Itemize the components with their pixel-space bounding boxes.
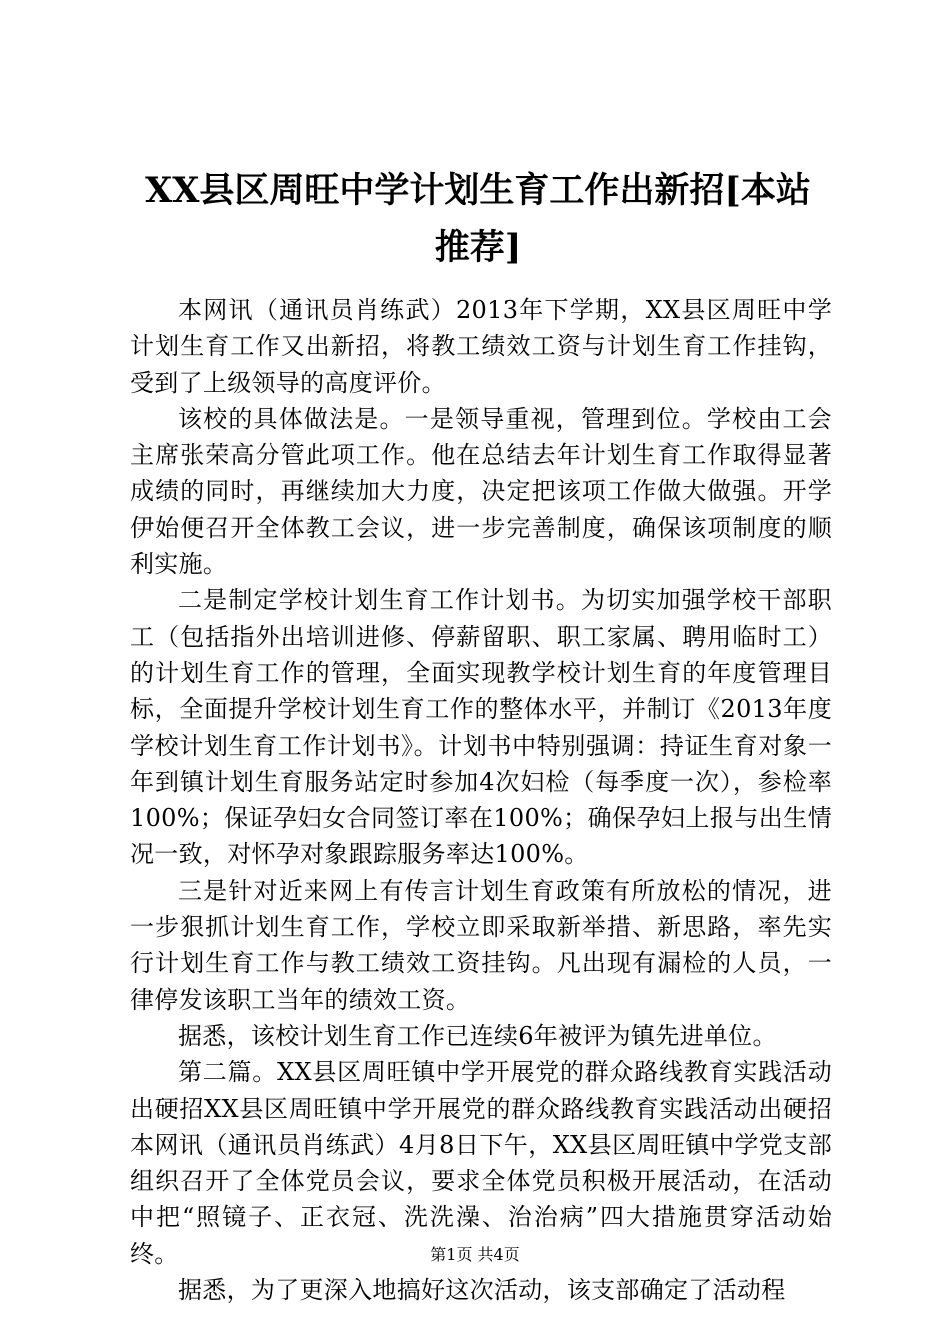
paragraph: 二是制定学校计划生育工作计划书。为切实加强学校干部职工（包括指外出培训进修、停薪留职、职工家属、聘用临时工）的计划生育工作的管理，全面实现教学校计划生育的年度管理目标，全面提升学校计划生育工作的整体水平，并制订《2013年度学校计划生育工作计划书》。计划书中特别强调：持证生育对象一年到镇计划生育服务站定时参加4次妇检（每季度一次），参检率100%；保证孕妇女合同签订率在100%；确保孕妇上报与出生情况一致，对怀孕对象跟踪服务率达100%。	[130, 586, 832, 869]
page-number-footer: 第1页 共4页	[430, 1245, 520, 1264]
paragraph: 据悉，该校计划生育工作已连续6年被评为镇先进单位。	[178, 1021, 777, 1050]
paragraph: 据悉，为了更深入地搞好这次活动，该支部确定了活动程	[178, 1276, 786, 1305]
document-title: XX县区周旺中学计划生育工作出新招[本站推荐]	[145, 170, 811, 268]
paragraph: 该校的具体做法是。一是领导重视，管理到位。学校由工会主席张荣高分管此项工作。他在总结去年计划生育工作取得显著成绩的同时，再继续加大力度，决定把该项工作做大做强。开学伊始便召开全体教工会议，进一步完善制度，确保该项制度的顺利实施。	[130, 404, 832, 579]
document-body	[130, 292, 832, 1308]
paragraph: 三是针对近来网上有传言计划生育政策有所放松的情况，进一步狠抓计划生育工作，学校立即采取新举措、新思路，率先实行计划生育工作与教工绩效工资挂钩。凡出现有漏检的人员，一律停发该职工当年的绩效工资。	[130, 876, 832, 1014]
paragraph: 本网讯（通讯员肖练武）2013年下学期，XX县区周旺中学计划生育工作又出新招，将教工绩效工资与计划生育工作挂钩，受到了上级领导的高度评价。	[130, 296, 832, 397]
paragraph: 第二篇。XX县区周旺镇中学开展党的群众路线教育实践活动出硬招XX县区周旺镇中学开展党的群众路线教育实践活动出硬招本网讯（通讯员肖练武）4月8日下午，XX县区周旺镇中学党支部组织召开了全体党员会议，要求全体党员积极开展活动，在活动中把“照镜子、正衣冠、洗洗澡、治治病”四大措施贯穿活动始终。	[130, 1058, 832, 1268]
